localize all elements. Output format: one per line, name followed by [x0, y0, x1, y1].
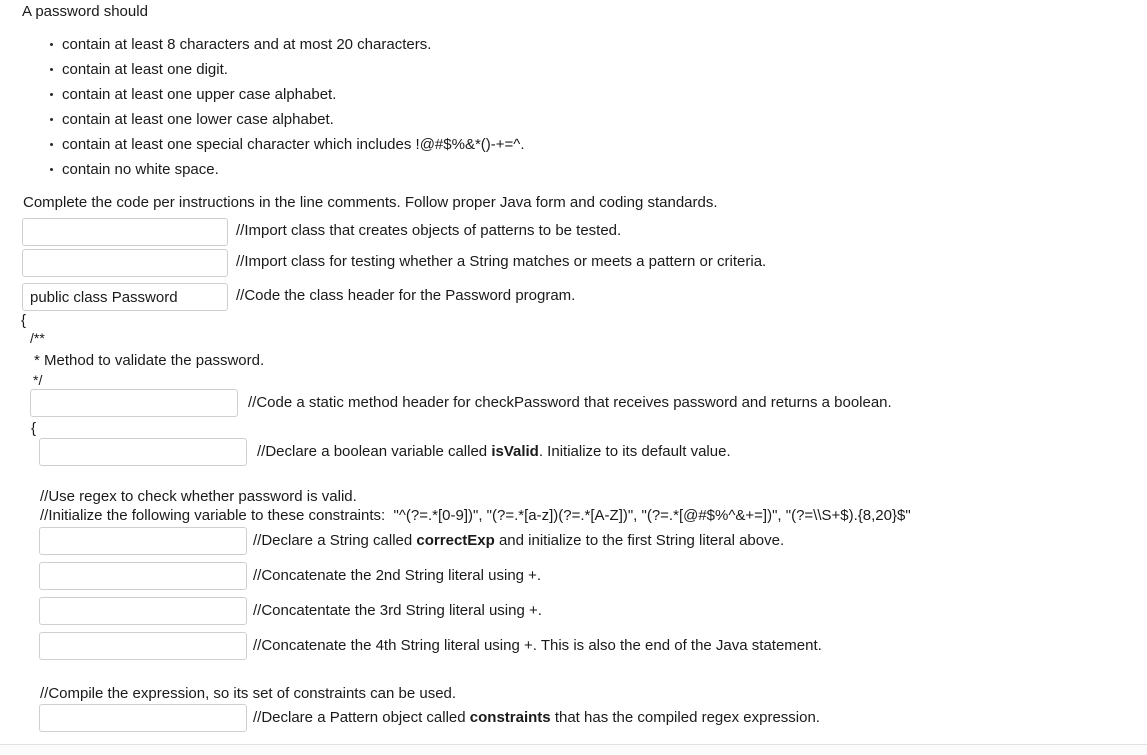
correctexp-declaration-input[interactable]: [39, 527, 247, 555]
concat-third-comment: [253, 601, 542, 621]
comment-prefix: //Declare a String called: [253, 532, 417, 549]
list-item: contain at least one upper case alphabet.: [62, 82, 525, 107]
comment-bold: correctExp: [416, 532, 495, 549]
javadoc-open: /**: [30, 330, 45, 346]
comment-prefix: //Code the class header for the Password program.: [236, 287, 576, 304]
list-item: contain at least 8 characters and at most 20 characters.: [62, 32, 525, 57]
pattern-declaration-comment: [253, 708, 820, 728]
method-header-comment: [248, 393, 892, 413]
regex-note-value: "^(?=.*[0-9])", "(?=.*[a-z])(?=.*[A-Z])", "(?=.*[@#$%^&+=])", "(?=\\S+$).{8,20}$": [393, 507, 911, 524]
list-item: contain at least one lower case alphabet.: [62, 107, 525, 132]
comment-suffix: and initialize to the first String literal above.: [494, 532, 785, 549]
bottom-strip: [0, 745, 1147, 755]
comment-prefix: //Import class that creates objects of patterns to be tested.: [236, 222, 622, 239]
page-title: A password should: [22, 3, 148, 20]
concat-third-input[interactable]: [39, 597, 247, 625]
concat-fourth-comment: [253, 636, 822, 656]
comment-prefix: //Declare a Pattern object called: [253, 709, 470, 726]
import-matcher-input[interactable]: [22, 249, 228, 277]
comment-bold: isValid: [491, 443, 539, 460]
comment-bold: constraints: [469, 709, 551, 726]
instruction-line: Complete the code per instructions in the line comments. Follow proper Java form and coding standards.: [23, 194, 718, 211]
comment-prefix: //Concatentate the 3rd String literal using +.: [253, 602, 542, 619]
import-matcher-comment: [236, 252, 766, 272]
import-pattern-comment: [236, 221, 621, 241]
method-open-brace: {: [31, 420, 37, 437]
concat-second-comment: [253, 566, 541, 586]
comment-suffix: that has the compiled regex expression.: [550, 709, 820, 726]
list-item: contain at least one digit.: [62, 57, 525, 82]
comment-prefix: //Declare a boolean variable called: [257, 443, 492, 460]
list-item: contain no white space.: [62, 157, 525, 182]
comment-prefix: //Import class for testing whether a String matches or meets a pattern or criteria.: [236, 253, 767, 270]
isvalid-declaration-input[interactable]: [39, 438, 247, 466]
comment-prefix: //Code a static method header for checkPassword that receives password and returns a boolean.: [248, 394, 892, 411]
pattern-declaration-input[interactable]: [39, 704, 247, 732]
class-header-comment: [236, 286, 575, 306]
isvalid-declaration-comment: [257, 442, 731, 462]
javadoc-close: */: [33, 372, 43, 388]
regex-note-line1: //Use regex to check whether password is valid.: [40, 488, 357, 505]
comment-prefix: //Concatenate the 2nd String literal using +.: [253, 567, 542, 584]
class-open-brace: {: [21, 312, 27, 329]
javadoc-body: * Method to validate the password.: [34, 352, 265, 369]
concat-fourth-input[interactable]: [39, 632, 247, 660]
concat-second-input[interactable]: [39, 562, 247, 590]
comment-suffix: . Initialize to its default value.: [538, 443, 731, 460]
regex-note-line2: [40, 506, 911, 525]
class-header-input[interactable]: [22, 283, 228, 311]
list-item: contain at least one special character which includes !@#$%&*()-+=^.: [62, 132, 525, 157]
password-rules-list: [0, 32, 525, 182]
import-pattern-input[interactable]: [22, 218, 228, 246]
correctexp-declaration-comment: [253, 531, 784, 551]
method-header-input[interactable]: [30, 389, 238, 417]
comment-prefix: //Concatenate the 4th String literal using +. This is also the end of the Java statement.: [253, 637, 822, 654]
regex-note-label: //Initialize the following variable to these constraints:: [40, 507, 386, 524]
compile-note: //Compile the expression, so its set of constraints can be used.: [40, 685, 457, 702]
